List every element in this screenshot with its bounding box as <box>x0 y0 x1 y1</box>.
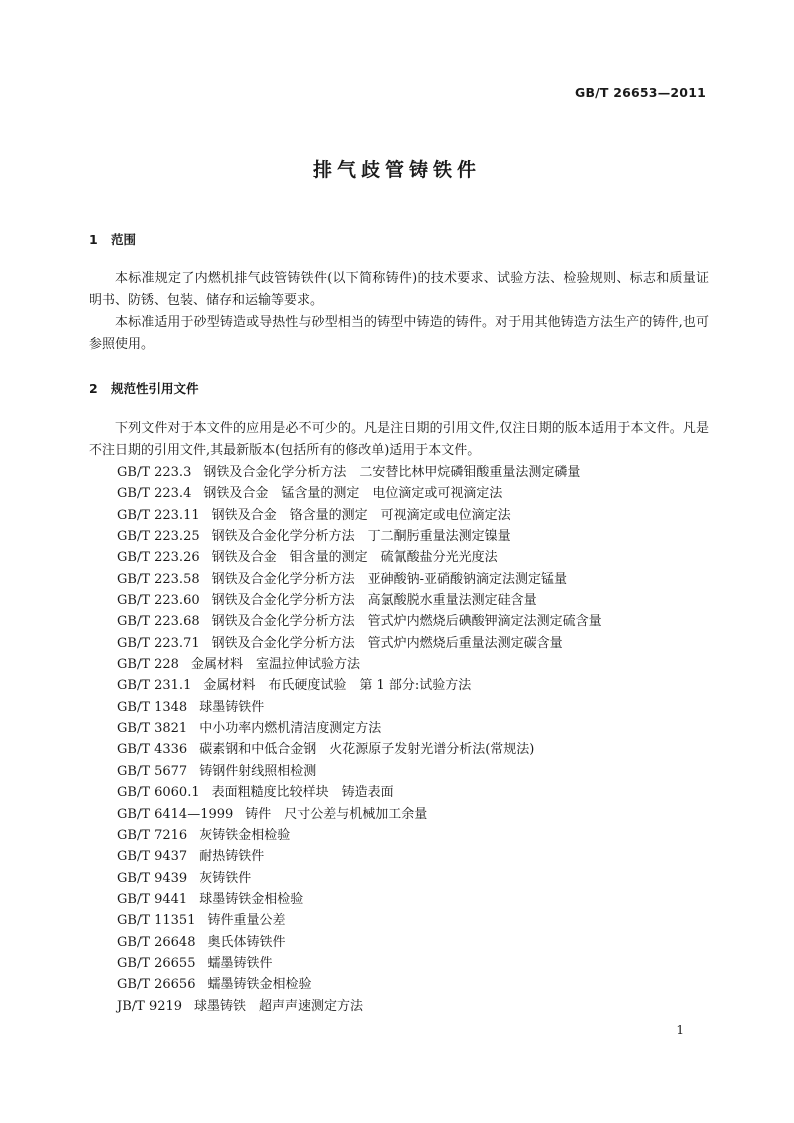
reference-title: 球墨铸铁 超声声速测定方法 <box>194 998 364 1014</box>
list-item <box>117 910 602 931</box>
reference-title: 金属材料 布氏硬度试验 第 1 部分:试验方法 <box>203 678 472 694</box>
reference-code: GB/T 231.1 <box>117 678 192 694</box>
reference-code: JB/T 9219 <box>117 998 183 1014</box>
list-item <box>117 526 602 547</box>
reference-code: GB/T 9441 <box>117 891 188 907</box>
list-item <box>117 505 602 526</box>
reference-code: GB/T 4336 <box>117 742 188 758</box>
reference-title: 蠕墨铸铁件 <box>207 955 273 971</box>
list-item <box>117 868 602 889</box>
reference-code: GB/T 11351 <box>117 913 196 929</box>
list-item <box>117 675 602 696</box>
reference-code: GB/T 223.11 <box>117 507 200 523</box>
section-number: 1 <box>89 232 98 247</box>
reference-code: GB/T 26656 <box>117 977 196 993</box>
reference-title: 铸钢件射线照相检测 <box>199 763 317 779</box>
reference-title: 铸件重量公差 <box>207 913 286 929</box>
reference-title: 球墨铸铁件 <box>199 699 265 715</box>
list-item <box>117 996 602 1017</box>
list-item <box>117 953 602 974</box>
reference-title: 中小功率内燃机清洁度测定方法 <box>199 721 382 737</box>
reference-code: GB/T 6414—1999 <box>117 806 234 822</box>
list-item <box>117 889 602 910</box>
standard-code: GB/T 26653—2011 <box>574 85 706 100</box>
reference-title: 钢铁及合金 铬含量的测定 可视滴定或电位滴定法 <box>211 507 511 523</box>
reference-title: 碳素钢和中低合金钢 火花源原子发射光谱分析法(常规法) <box>199 742 535 758</box>
reference-code: GB/T 228 <box>117 657 179 673</box>
reference-title: 灰铸铁金相检验 <box>199 827 291 843</box>
list-item <box>117 846 602 867</box>
section-number: 2 <box>89 381 98 396</box>
reference-title: 钢铁及合金 锰含量的测定 电位滴定或可视滴定法 <box>203 486 503 502</box>
list-item <box>117 654 602 675</box>
list-item <box>117 932 602 953</box>
reference-title: 球墨铸铁金相检验 <box>199 891 304 907</box>
reference-list <box>117 462 602 1017</box>
reference-title: 钢铁及合金 钼含量的测定 硫氰酸盐分光光度法 <box>211 550 498 566</box>
reference-title: 钢铁及合金化学分析方法 管式炉内燃烧后重量法测定碳含量 <box>211 635 563 651</box>
list-item <box>117 974 602 995</box>
reference-title: 钢铁及合金化学分析方法 二安替比林甲烷磷钼酸重量法测定磷量 <box>203 465 581 480</box>
section-title: 规范性引用文件 <box>111 381 199 396</box>
reference-code: GB/T 26648 <box>117 934 196 950</box>
reference-code: GB/T 7216 <box>117 827 188 843</box>
reference-code: GB/T 223.60 <box>117 593 200 609</box>
document-title: 排气歧管铸铁件 <box>312 159 481 181</box>
reference-code: GB/T 9439 <box>117 870 188 886</box>
reference-title: 金属材料 室温拉伸试验方法 <box>190 657 360 673</box>
list-item <box>117 761 602 782</box>
reference-code: GB/T 223.58 <box>117 571 200 587</box>
reference-code: GB/T 223.68 <box>117 614 200 630</box>
reference-code: GB/T 1348 <box>117 699 188 715</box>
reference-code: GB/T 3821 <box>117 721 188 737</box>
list-item <box>117 483 602 504</box>
reference-title: 蠕墨铸铁金相检验 <box>207 977 312 993</box>
reference-title: 铸件 尺寸公差与机械加工余量 <box>245 806 428 822</box>
references-intro-paragraph: 下列文件对于本文件的应用是必不可少的。凡是注日期的引用文件,仅注日期的版本适用于本文件。凡是不注日期的引用文件,其最新版本(包括所有的修改单)适用于本文件。 <box>89 421 709 458</box>
reference-title: 耐热铸铁件 <box>199 849 265 865</box>
reference-title: 钢铁及合金化学分析方法 亚砷酸钠-亚硝酸钠滴定法测定锰量 <box>211 571 568 587</box>
list-item <box>117 825 602 846</box>
list-item <box>117 611 602 632</box>
reference-code: GB/T 5677 <box>117 763 188 779</box>
reference-title: 钢铁及合金化学分析方法 管式炉内燃烧后碘酸钾滴定法测定硫含量 <box>211 614 602 630</box>
list-item <box>117 462 602 483</box>
section-title: 范围 <box>111 232 137 247</box>
scope-paragraph-1: 本标准规定了内燃机排气歧管铸铁件(以下简称铸件)的技术要求、试验方法、检验规则、标志和质量证明书、防锈、包装、储存和运输等要求。 <box>89 271 709 308</box>
reference-code: GB/T 223.71 <box>117 635 200 651</box>
page-number: 1 <box>676 1023 684 1037</box>
reference-title: 灰铸铁件 <box>199 870 252 886</box>
list-item <box>117 804 602 825</box>
list-item <box>117 547 602 568</box>
list-item <box>117 569 602 590</box>
list-item <box>117 633 602 654</box>
scope-paragraph-2: 本标准适用于砂型铸造或导热性与砂型相当的铸型中铸造的铸件。对于用其他铸造方法生产的铸件,也可参照使用。 <box>89 315 709 352</box>
section-heading-normative-references <box>89 379 199 397</box>
list-item <box>117 782 602 803</box>
reference-code: GB/T 223.25 <box>117 529 200 545</box>
reference-title: 钢铁及合金化学分析方法 高氯酸脱水重量法测定硅含量 <box>211 593 537 609</box>
section-heading-scope <box>89 230 136 248</box>
reference-code: GB/T 9437 <box>117 849 188 865</box>
list-item <box>117 739 602 760</box>
reference-code: GB/T 223.3 <box>117 465 192 480</box>
list-item <box>117 590 602 611</box>
list-item <box>117 718 602 739</box>
reference-title: 钢铁及合金化学分析方法 丁二酮肟重量法测定镍量 <box>211 529 511 545</box>
reference-title: 表面粗糙度比较样块 铸造表面 <box>211 785 394 801</box>
list-item <box>117 697 602 718</box>
reference-code: GB/T 6060.1 <box>117 785 200 801</box>
reference-code: GB/T 223.4 <box>117 486 192 502</box>
reference-code: GB/T 223.26 <box>117 550 200 566</box>
reference-title: 奥氏体铸铁件 <box>207 934 286 950</box>
reference-code: GB/T 26655 <box>117 955 196 971</box>
